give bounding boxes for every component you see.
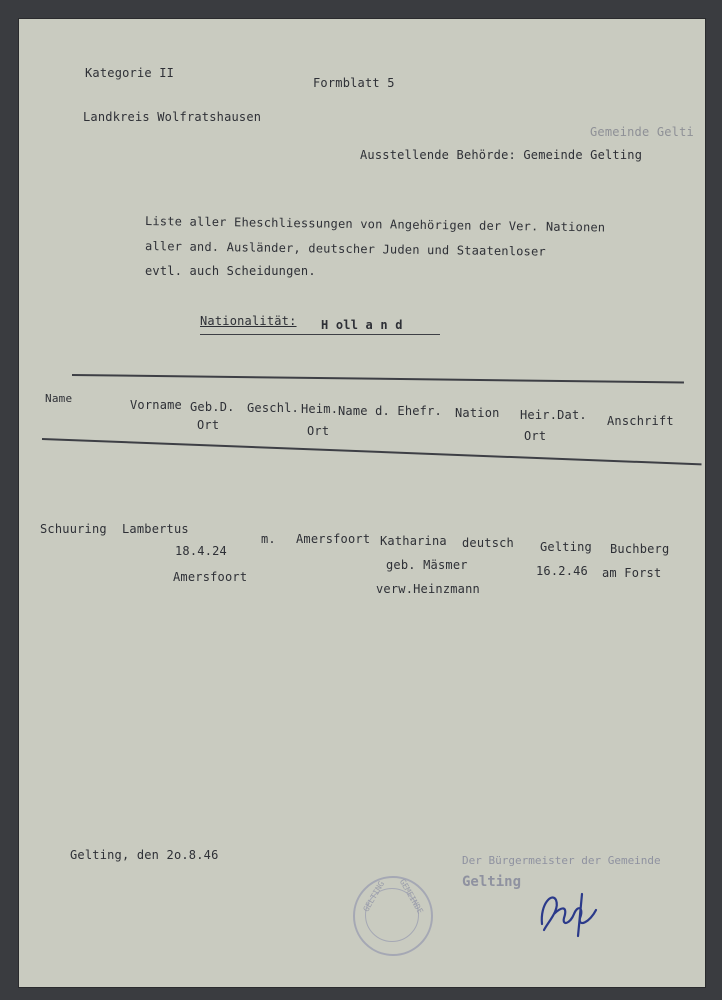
cell-ehefr-line-2: geb. Mäsmer [386,558,468,572]
col-header-anschrift: Anschrift [607,414,674,428]
cell-geb-datum: 18.4.24 [175,544,227,558]
signature [534,884,604,940]
mayor-stamp-line-1: Der Bürgermeister der Gemeinde [462,854,661,867]
col-header-heim: Heim. [301,402,339,416]
form-number: Formblatt 5 [313,76,395,90]
category-label: Kategorie II [85,66,175,80]
cell-anschrift-line-1: Buchberg [610,542,670,556]
place-date: Gelting, den 2o.8.46 [70,848,219,862]
intro-line-3: evtl. auch Scheidungen. [145,264,316,278]
nationality-value: H oll a n d [321,318,403,332]
col-header-geb: Geb.D. [190,400,235,414]
col-header-geschl: Geschl. [247,401,299,415]
col-header-ehefr: Name d. Ehefr. [338,404,442,418]
col-header-name: Name [45,392,73,405]
col-header-heir: Heir.Dat. [520,408,587,422]
nationality-underline [200,334,440,335]
round-stamp [353,876,433,956]
round-stamp-right-text: GEMEINDE [398,877,426,916]
intro-line-2: aller and. Ausländer, deutscher Juden und Staatenloser [144,239,546,259]
cell-vorname: Lambertus [122,522,189,536]
mayor-stamp-line-2: Gelting [462,874,522,890]
round-stamp-left-text: GELTING [361,879,387,914]
col-header-nation: Nation [455,406,500,420]
col-header-heim-ort: Ort [307,424,330,438]
cell-anschrift-line-2: am Forst [602,566,662,580]
cell-heim: Amersfoort [296,532,371,546]
cell-geb-ort: Amersfoort [173,570,248,584]
intro-line-1: Liste aller Eheschliessungen von Angehörigen der Ver. Nationen [144,214,606,235]
cell-ehefr-line-3: verw.Heinzmann [376,582,480,596]
cell-ehefr-line-1: Katharina [380,534,447,548]
document-page [18,18,706,988]
cell-nation: deutsch [462,536,514,550]
table-top-rule [72,374,684,383]
col-header-heir-ort: Ort [524,429,547,443]
district-label: Landkreis Wolfratshausen [83,110,262,124]
col-header-vorname: Vorname [130,398,182,412]
col-header-geb-ort: Ort [197,418,220,432]
cell-heir-datum: 16.2.46 [536,564,588,578]
table-bottom-rule [42,438,702,465]
municipality-top: Gemeinde Gelti [590,125,694,139]
cell-heir-ort: Gelting [540,540,592,554]
cell-geschl: m. [261,532,276,546]
nationality-label: Nationalität: [200,314,297,328]
issuing-authority: Ausstellende Behörde: Gemeinde Gelting [360,148,643,162]
cell-name: Schuuring [40,522,107,536]
